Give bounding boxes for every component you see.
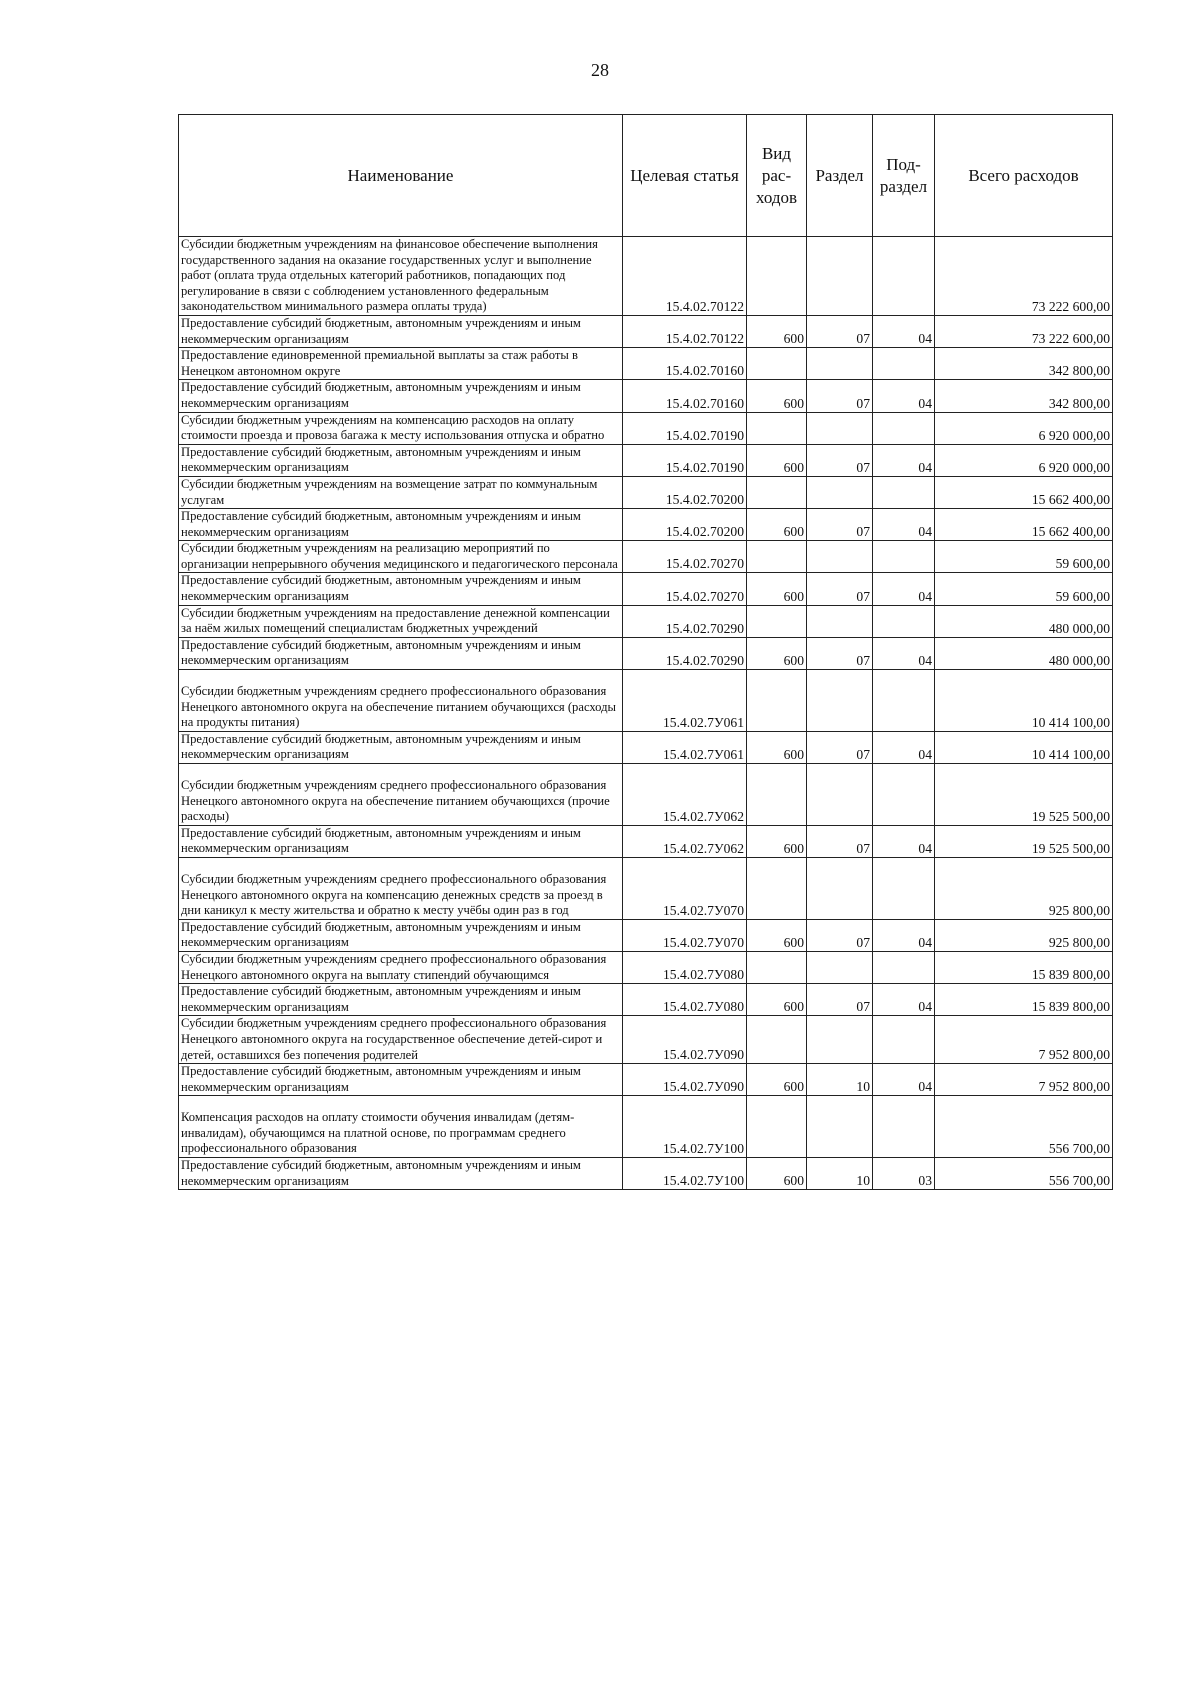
- subsection: [873, 857, 935, 919]
- target-article: 15.4.02.7У080: [623, 984, 747, 1016]
- expense-type: [747, 348, 807, 380]
- expense-type: 600: [747, 919, 807, 951]
- table-row: [179, 348, 1113, 380]
- total-amount: 19 525 500,00: [935, 764, 1113, 826]
- subsection: 04: [873, 731, 935, 763]
- subsection: 04: [873, 919, 935, 951]
- table-row: [179, 573, 1113, 605]
- total-amount: 73 222 600,00: [935, 237, 1113, 316]
- subsection: [873, 1096, 935, 1158]
- expense-type: [747, 670, 807, 732]
- target-article: 15.4.02.70290: [623, 637, 747, 669]
- page-number: 28: [591, 60, 609, 80]
- row-name: Субсидии бюджетным учреждениям на компенсацию расходов на оплату стоимости проезда и провоза багажа к месту использования отпуска и обратно: [179, 412, 623, 444]
- expense-type: 600: [747, 637, 807, 669]
- table-row: [179, 670, 1113, 732]
- expense-type: [747, 1016, 807, 1064]
- row-name: Предоставление субсидий бюджетным, автономным учреждениям и иным некоммерческим организациям: [179, 825, 623, 857]
- header-section: Раздел: [807, 115, 873, 237]
- section: [807, 541, 873, 573]
- row-name: Предоставление субсидий бюджетным, автономным учреждениям и иным некоммерческим организациям: [179, 1064, 623, 1096]
- expense-type: 600: [747, 1158, 807, 1190]
- subsection: 04: [873, 637, 935, 669]
- target-article: 15.4.02.7У090: [623, 1016, 747, 1064]
- total-amount: 73 222 600,00: [935, 315, 1113, 347]
- subsection: 04: [873, 1064, 935, 1096]
- section: 07: [807, 509, 873, 541]
- expense-type: 600: [747, 731, 807, 763]
- subsection: [873, 1016, 935, 1064]
- target-article: 15.4.02.7У090: [623, 1064, 747, 1096]
- section: [807, 605, 873, 637]
- expense-type: [747, 764, 807, 826]
- row-name: Субсидии бюджетным учреждениям на финансовое обеспечение выполнения государственного задания на оказание государственных услуг и выполнение работ (оплата труда отдельных категорий работников, попадающих под регулирование в связи с соблюдением установленного федеральным законодательством минимального размера оплаты труда): [179, 237, 623, 316]
- budget-table: [178, 114, 1113, 1190]
- table-row: [179, 541, 1113, 573]
- row-name: Субсидии бюджетным учреждениям среднего профессионального образования Ненецкого автономного округа на обеспечение питанием обучающихся (расходы на продукты питания): [179, 670, 623, 732]
- total-amount: 7 952 800,00: [935, 1064, 1113, 1096]
- table-row: [179, 509, 1113, 541]
- total-amount: 6 920 000,00: [935, 444, 1113, 476]
- row-name: Предоставление субсидий бюджетным, автономным учреждениям и иным некоммерческим организациям: [179, 1158, 623, 1190]
- table-row: [179, 951, 1113, 983]
- total-amount: 15 839 800,00: [935, 951, 1113, 983]
- row-name: Предоставление субсидий бюджетным, автономным учреждениям и иным некоммерческим организациям: [179, 919, 623, 951]
- row-name: Субсидии бюджетным учреждениям на возмещение затрат по коммунальным услугам: [179, 476, 623, 508]
- section: [807, 412, 873, 444]
- total-amount: 19 525 500,00: [935, 825, 1113, 857]
- section: 07: [807, 637, 873, 669]
- target-article: 15.4.02.70122: [623, 237, 747, 316]
- target-article: 15.4.02.70200: [623, 509, 747, 541]
- expense-type: [747, 476, 807, 508]
- table-row: [179, 237, 1113, 316]
- row-name: Субсидии бюджетным учреждениям среднего профессионального образования Ненецкого автономного округа на компенсацию денежных средств за проезд в дни каникул к месту жительства и обратно к месту учёбы один раз в год: [179, 857, 623, 919]
- total-amount: 10 414 100,00: [935, 731, 1113, 763]
- table-row: [179, 1016, 1113, 1064]
- table-row: [179, 1064, 1113, 1096]
- section: 07: [807, 825, 873, 857]
- total-amount: 6 920 000,00: [935, 412, 1113, 444]
- table-row: [179, 605, 1113, 637]
- subsection: [873, 670, 935, 732]
- total-amount: 59 600,00: [935, 541, 1113, 573]
- total-amount: 342 800,00: [935, 348, 1113, 380]
- section: [807, 1016, 873, 1064]
- total-amount: 59 600,00: [935, 573, 1113, 605]
- table-row: [179, 764, 1113, 826]
- subsection: [873, 605, 935, 637]
- table-row: [179, 315, 1113, 347]
- table-row: [179, 731, 1113, 763]
- section: [807, 348, 873, 380]
- target-article: 15.4.02.70160: [623, 380, 747, 412]
- target-article: 15.4.02.7У100: [623, 1096, 747, 1158]
- target-article: 15.4.02.70160: [623, 348, 747, 380]
- total-amount: 15 662 400,00: [935, 509, 1113, 541]
- section: [807, 476, 873, 508]
- table-row: [179, 857, 1113, 919]
- section: [807, 951, 873, 983]
- expense-type: 600: [747, 825, 807, 857]
- expense-type: 600: [747, 1064, 807, 1096]
- row-name: Предоставление субсидий бюджетным, автономным учреждениям и иным некоммерческим организациям: [179, 731, 623, 763]
- table-row: [179, 984, 1113, 1016]
- target-article: 15.4.02.70190: [623, 444, 747, 476]
- total-amount: 7 952 800,00: [935, 1016, 1113, 1064]
- target-article: 15.4.02.70200: [623, 476, 747, 508]
- expense-type: 600: [747, 509, 807, 541]
- section: 10: [807, 1064, 873, 1096]
- expense-type: 600: [747, 315, 807, 347]
- table-header-row: [179, 115, 1113, 237]
- total-amount: 925 800,00: [935, 919, 1113, 951]
- subsection: 03: [873, 1158, 935, 1190]
- row-name: Предоставление субсидий бюджетным, автономным учреждениям и иным некоммерческим организациям: [179, 509, 623, 541]
- row-name: Предоставление субсидий бюджетным, автономным учреждениям и иным некоммерческим организациям: [179, 637, 623, 669]
- header-target-article: Целевая статья: [623, 115, 747, 237]
- expense-type: 600: [747, 444, 807, 476]
- header-name: Наименование: [179, 115, 623, 237]
- section: 07: [807, 444, 873, 476]
- expense-type: [747, 412, 807, 444]
- total-amount: 480 000,00: [935, 605, 1113, 637]
- target-article: 15.4.02.7У100: [623, 1158, 747, 1190]
- row-name: Предоставление субсидий бюджетным, автономным учреждениям и иным некоммерческим организациям: [179, 444, 623, 476]
- expense-type: [747, 951, 807, 983]
- expense-type: 600: [747, 984, 807, 1016]
- table-row: [179, 919, 1113, 951]
- subsection: 04: [873, 984, 935, 1016]
- total-amount: 10 414 100,00: [935, 670, 1113, 732]
- expense-type: [747, 1096, 807, 1158]
- row-name: Субсидии бюджетным учреждениям среднего профессионального образования Ненецкого автономного округа на выплату стипендий обучающимся: [179, 951, 623, 983]
- section: 10: [807, 1158, 873, 1190]
- table-row: [179, 412, 1113, 444]
- target-article: 15.4.02.7У070: [623, 857, 747, 919]
- target-article: 15.4.02.7У061: [623, 731, 747, 763]
- row-name: Предоставление субсидий бюджетным, автономным учреждениям и иным некоммерческим организациям: [179, 984, 623, 1016]
- expense-type: [747, 857, 807, 919]
- table-row: [179, 825, 1113, 857]
- section: [807, 857, 873, 919]
- target-article: 15.4.02.7У080: [623, 951, 747, 983]
- target-article: 15.4.02.70270: [623, 573, 747, 605]
- expense-type: [747, 605, 807, 637]
- section: 07: [807, 919, 873, 951]
- row-name: Субсидии бюджетным учреждениям на предоставление денежной компенсации за наём жилых помещений специалистам бюджетных учреждений: [179, 605, 623, 637]
- table-row: [179, 476, 1113, 508]
- total-amount: 925 800,00: [935, 857, 1113, 919]
- row-name: Субсидии бюджетным учреждениям среднего профессионального образования Ненецкого автономного округа на обеспечение питанием обучающихся (прочие расходы): [179, 764, 623, 826]
- table-row: [179, 380, 1113, 412]
- row-name: Компенсация расходов на оплату стоимости обучения инвалидам (детям-инвалидам), обучающимся на платной основе, по программам среднего профессионального образования: [179, 1096, 623, 1158]
- target-article: 15.4.02.7У070: [623, 919, 747, 951]
- subsection: [873, 412, 935, 444]
- subsection: 04: [873, 380, 935, 412]
- subsection: [873, 476, 935, 508]
- target-article: 15.4.02.70190: [623, 412, 747, 444]
- table-row: [179, 1158, 1113, 1190]
- expense-type: [747, 541, 807, 573]
- subsection: 04: [873, 509, 935, 541]
- row-name: Субсидии бюджетным учреждениям среднего профессионального образования Ненецкого автономного округа на государственное обеспечение детей-сирот и детей, оставшихся без попечения родителей: [179, 1016, 623, 1064]
- total-amount: 15 839 800,00: [935, 984, 1113, 1016]
- target-article: 15.4.02.70270: [623, 541, 747, 573]
- header-expense-type: Вид рас- ходов: [747, 115, 807, 237]
- total-amount: 480 000,00: [935, 637, 1113, 669]
- subsection: 04: [873, 825, 935, 857]
- section: [807, 237, 873, 316]
- section: 07: [807, 315, 873, 347]
- section: 07: [807, 380, 873, 412]
- subsection: [873, 541, 935, 573]
- target-article: 15.4.02.7У062: [623, 764, 747, 826]
- header-total: Всего расходов: [935, 115, 1113, 237]
- row-name: Предоставление единовременной премиальной выплаты за стаж работы в Ненецком автономном округе: [179, 348, 623, 380]
- target-article: 15.4.02.70290: [623, 605, 747, 637]
- subsection: [873, 237, 935, 316]
- table-row: [179, 637, 1113, 669]
- subsection: 04: [873, 573, 935, 605]
- total-amount: 342 800,00: [935, 380, 1113, 412]
- expense-type: [747, 237, 807, 316]
- row-name: Предоставление субсидий бюджетным, автономным учреждениям и иным некоммерческим организациям: [179, 315, 623, 347]
- subsection: 04: [873, 315, 935, 347]
- subsection: 04: [873, 444, 935, 476]
- target-article: 15.4.02.7У061: [623, 670, 747, 732]
- subsection: [873, 764, 935, 826]
- row-name: Субсидии бюджетным учреждениям на реализацию мероприятий по организации непрерывного обучения медицинского и педагогического персонала: [179, 541, 623, 573]
- target-article: 15.4.02.70122: [623, 315, 747, 347]
- section: [807, 1096, 873, 1158]
- expense-type: 600: [747, 380, 807, 412]
- expense-type: 600: [747, 573, 807, 605]
- subsection: [873, 951, 935, 983]
- table-row: [179, 444, 1113, 476]
- section: [807, 670, 873, 732]
- target-article: 15.4.02.7У062: [623, 825, 747, 857]
- row-name: Предоставление субсидий бюджетным, автономным учреждениям и иным некоммерческим организациям: [179, 573, 623, 605]
- table-row: [179, 1096, 1113, 1158]
- total-amount: 556 700,00: [935, 1096, 1113, 1158]
- section: 07: [807, 573, 873, 605]
- row-name: Предоставление субсидий бюджетным, автономным учреждениям и иным некоммерческим организациям: [179, 380, 623, 412]
- total-amount: 556 700,00: [935, 1158, 1113, 1190]
- subsection: [873, 348, 935, 380]
- section: 07: [807, 984, 873, 1016]
- header-subsection: Под- раздел: [873, 115, 935, 237]
- section: 07: [807, 731, 873, 763]
- section: [807, 764, 873, 826]
- total-amount: 15 662 400,00: [935, 476, 1113, 508]
